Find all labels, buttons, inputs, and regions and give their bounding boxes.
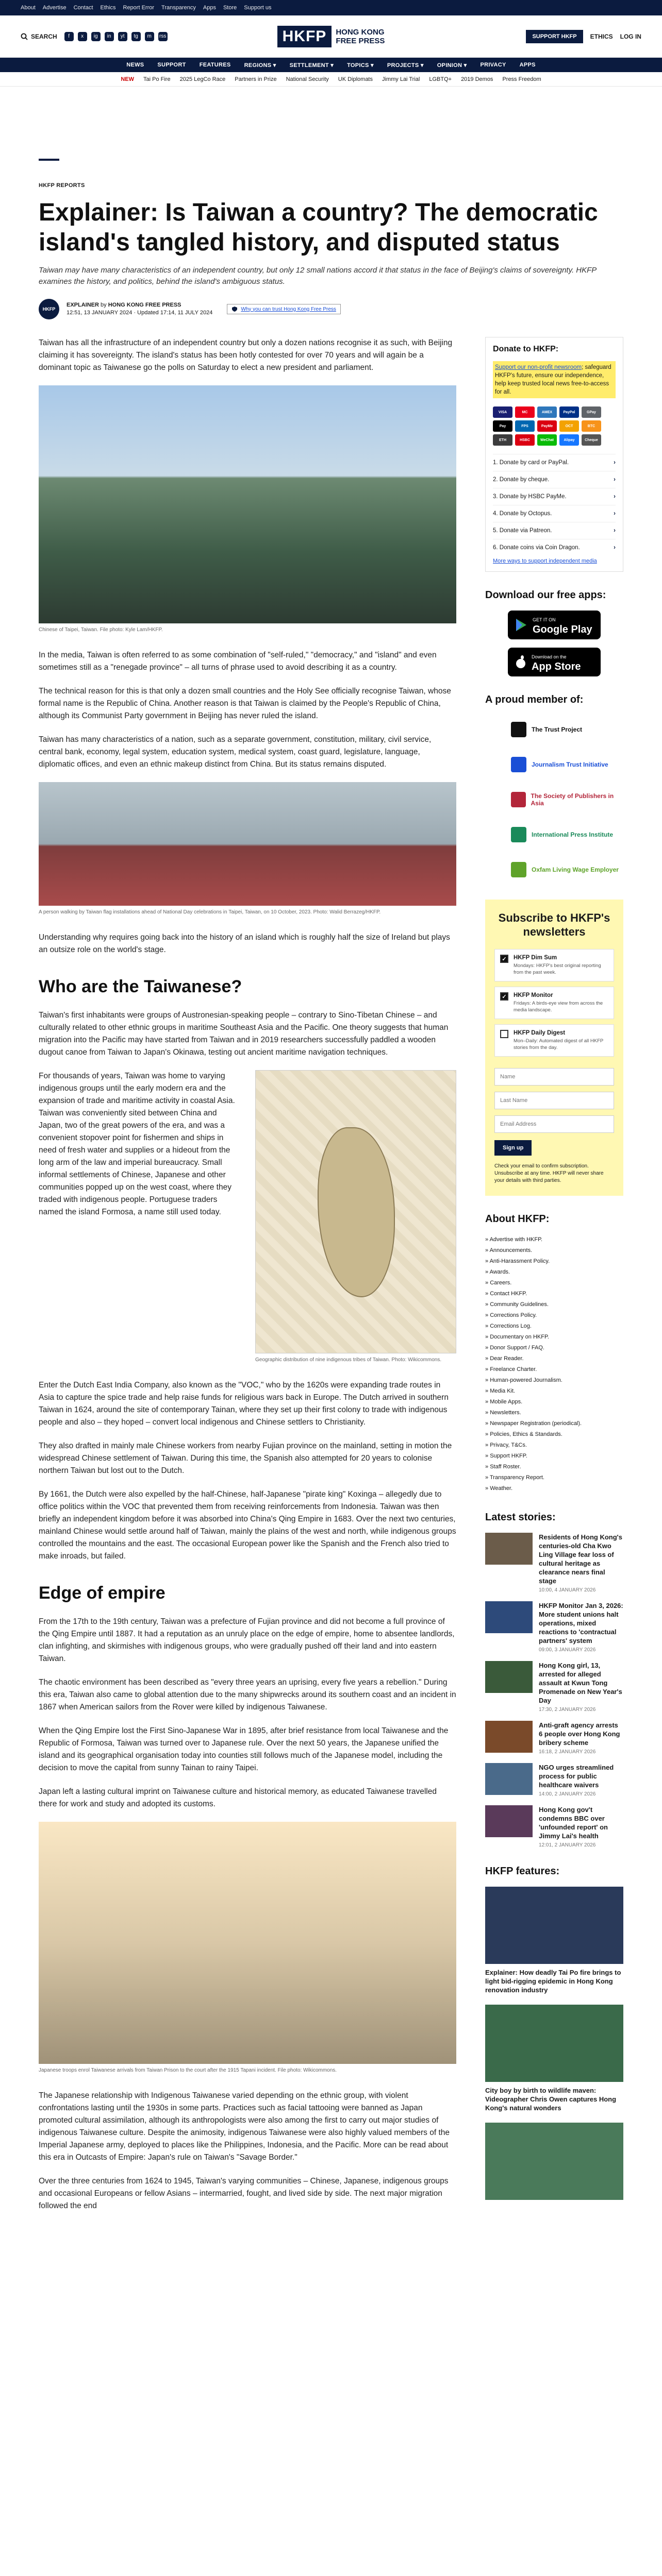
article-header xyxy=(0,159,662,319)
newsletter-desc: Mon–Daily: Automated digest of all HKFP stories from the day. xyxy=(514,1038,604,1050)
section-heading: Who are the Taiwanese? xyxy=(39,977,242,996)
story-text xyxy=(539,1721,623,1755)
newsletter-box xyxy=(485,900,623,1196)
about-link[interactable]: » Documentary on HKFP. xyxy=(485,1332,623,1343)
logo-wordmark xyxy=(336,28,385,45)
member-name: The Trust Project xyxy=(532,726,583,733)
byline xyxy=(39,299,623,319)
more-ways-link[interactable]: More ways to support independent media xyxy=(493,558,597,564)
historical-photo xyxy=(39,1822,456,2064)
story-item[interactable] xyxy=(485,1721,623,1755)
paragraph-with-map xyxy=(39,1070,456,1379)
article-paragraph: The Japanese relationship with Indigenous Taiwanese varied depending on the ethnic group, with violent confrontations lasting until the 1930s in some parts. Practices such as facial tattooing were banned as Japan promoted cultural assimilation, although its anthropologists were also among the first to carry out major studies of indigenous Taiwanese culture. Despite the animosity, indigenous Taiwanese were also highly valued members of the Imperial Japanese army, deployed to places like the Philippines, Indonesia, and the Pacific. More can be read about this era in Outcasts of Empire: Japan's rule on Taiwan's "Savage Border." xyxy=(39,2091,450,2162)
donate-option-label: 6. Donate coins via Coin Dragon. xyxy=(493,545,580,551)
about-link[interactable]: » Staff Roster. xyxy=(485,1462,623,1472)
member-logo[interactable] xyxy=(485,785,623,814)
article-paragraph: Over the three centuries from 1624 to 1945, Taiwan's varying communities – Chinese, Japanese, indigenous groups and occasional Europeans or fellow Asians – intermarried, fought, and lived side by side. The next major migration followed the end xyxy=(39,2177,449,2210)
trust-badge[interactable] xyxy=(227,304,341,314)
article-paragraph: By 1661, the Dutch were also expelled by the half-Chinese, half-Japanese "pirate king" Koxinga – allegedly due to office politics within the VOC that prevented them from receiving reinforcements from Indonesia. Taiwan was then briefly an independent kingdom before it was absorbed into China's Qing Empire in 1683. Over the next two centuries, mainland Chinese would settle around half of Taiwan, mainly the plains of the west and north, while indigenous groups controlled the mountains and the east. The occasional European power like the Spanish and the French also tried to make inroads, but failed. xyxy=(39,1490,456,1561)
donate-option-label: 4. Donate by Octopus. xyxy=(493,511,552,517)
about-link[interactable]: » Contact HKFP. xyxy=(485,1289,623,1299)
article-paragraph: The technical reason for this is that only a dozen small countries and the Holy See officially recognise Taiwan, whose formal name is the Republic of China. Another reason is that Taiwan is claimed by the People's Republic of China, although its Communist Party government in Beijing has never ruled the island. xyxy=(39,687,451,720)
about-link[interactable]: » Advertise with HKFP. xyxy=(485,1234,623,1245)
photo-caption: Japanese troops enrol Taiwanese arrivals from Taiwan Prison to the court after the 1915 Tapani incident. File photo: Wikicommons. xyxy=(39,2067,337,2073)
article-paragraph: They also drafted in mainly male Chinese workers from nearby Fujian province on the mainland, setting in motion the widespread Chinese settlement of Taiwan. During this time, the Spanish also attempted for 20 years to colonise northern Taiwan but lost out to the Dutch. xyxy=(39,1442,452,1475)
about-link[interactable]: » Corrections Log. xyxy=(485,1321,623,1332)
kicker-rule xyxy=(39,159,59,161)
gplay-small: GET IT ON xyxy=(533,617,556,622)
newsletter-title: Subscribe to HKFP's newsletters xyxy=(498,911,610,938)
about-link[interactable]: » Careers. xyxy=(485,1278,623,1289)
feature-title[interactable]: City boy by birth to wildlife maven: Videographer Chris Owen captures Hong Kong's natural wonders xyxy=(485,2087,617,2112)
x-icon[interactable]: x xyxy=(78,32,87,41)
sidebar xyxy=(485,337,623,2224)
article-paragraph: Taiwan's first inhabitants were groups of Austronesian-speaking people – contrary to Sino-Tibetan Chinese – and culturally related to other ethnic groups in maritime Southeast Asia and the Pacific. One theory suggests that human migration into the Pacific may have started from Taiwan and in 2019 researchers successfully paddled a wooden dugout canoe from Taiwan to Japan's Okinawa, testing out ancient maritime navigation techniques. xyxy=(39,1011,449,1057)
map-side-text xyxy=(39,1070,240,1379)
donate-options xyxy=(493,454,616,556)
article-kicker[interactable]: HKFP REPORTS xyxy=(39,182,85,189)
payment-icon: PayPal xyxy=(559,406,579,418)
newsletter-name: HKFP Dim Sum xyxy=(514,955,557,961)
newsletter-name: HKFP Daily Digest xyxy=(514,1030,566,1036)
logo-line-1: HONG KONG xyxy=(336,27,385,37)
page-layout xyxy=(0,337,662,2224)
trending-link[interactable]: 2025 LegCo Race xyxy=(179,76,226,82)
donate-option-label: 2. Donate by cheque. xyxy=(493,477,550,483)
donate-intro-text: ; safeguard HKFP's future, ensure our independence, help keep trusted local news free-to-access for all. xyxy=(495,364,611,395)
donate-box xyxy=(485,337,623,572)
payment-icon: HSBC xyxy=(515,434,535,446)
mastodon-icon[interactable]: m xyxy=(145,32,154,41)
taipei-photo xyxy=(39,385,456,623)
payment-icon: FPS xyxy=(515,420,535,432)
gplay-large: Google Play xyxy=(533,624,592,635)
about-link[interactable]: » Weather. xyxy=(485,1483,623,1494)
article-paragraph: Understanding why requires going back into the history of an island which is roughly half the size of Ireland but plays an outsize role on the world's stage. xyxy=(39,933,450,954)
newsletter-name: HKFP Monitor xyxy=(514,992,553,998)
story-timestamp: 17:30, 2 JANUARY 2026 xyxy=(539,1707,596,1713)
chevron-right-icon: › xyxy=(614,477,616,483)
donate-option-label: 3. Donate by HSBC PayMe. xyxy=(493,494,567,500)
about-list xyxy=(485,1234,623,1494)
latest-stories xyxy=(485,1533,623,1848)
story-timestamp: 12:01, 2 JANUARY 2026 xyxy=(539,1842,596,1848)
nav-apps[interactable]: APPS xyxy=(519,62,536,68)
search-icon xyxy=(21,33,28,40)
story-text xyxy=(539,1805,623,1848)
about-link[interactable]: » Support HKFP. xyxy=(485,1451,623,1462)
story-title: Hong Kong girl, 13, arrested for alleged assault at Kwun Tong Promenade on New Year's Day xyxy=(539,1662,622,1704)
payment-icon: ETH xyxy=(493,434,512,446)
google-play-badge[interactable] xyxy=(508,611,601,639)
taiwan-flag-photo xyxy=(39,782,456,906)
feature-title[interactable]: Explainer: How deadly Tai Po fire brings to light bid-rigging epidemic in Hong Kong renovation industry xyxy=(485,1969,621,1994)
util-link-store[interactable]: Store xyxy=(223,5,237,11)
features-heading: HKFP features: xyxy=(485,1866,560,1877)
article-paragraph: Enter the Dutch East India Company, also known as the "VOC," who by the 1620s were expanding trade routes in Asia to capture the spice trade and help raise funds for religious wars back in Europe. The Dutch arrived in southern Taiwan in 1624, around the site of contemporary Tainan, where they set up their first colony to trade with indigenous people and also – they hoped – convert local indigenous and Chinese settlers to Christianity. xyxy=(39,1381,449,1427)
story-timestamp: 09:00, 3 JANUARY 2026 xyxy=(539,1647,596,1653)
donate-intro-link[interactable]: Support our non-profit newsroom xyxy=(495,364,582,370)
payment-icon: BTC xyxy=(582,420,601,432)
map-figure xyxy=(255,1070,456,1379)
newsletter-desc: Mondays: HKFP's best original reporting from the past week. xyxy=(514,963,601,975)
util-link-apps[interactable]: Apps xyxy=(203,5,216,11)
payment-icon: PayMe xyxy=(537,420,557,432)
trending-link[interactable]: National Security xyxy=(286,76,329,82)
member-list xyxy=(485,715,623,884)
trending-link[interactable]: Jimmy Lai Trial xyxy=(382,76,420,82)
donate-option[interactable] xyxy=(493,471,616,488)
header-right xyxy=(445,30,641,43)
newsletter-options xyxy=(494,949,614,1057)
payment-icon: Pay xyxy=(493,420,512,432)
article-paragraph: Taiwan has many characteristics of a nation, such as a separate government, constitution, military, civil service, central bank, economy, legal system, education system, medical system, coast guard, legislature, language, diplomatic offices, and even an ethnic makeup distinct from China. But its status remains disputed. xyxy=(39,735,432,769)
payment-icon: GPay xyxy=(582,406,601,418)
nav-support[interactable]: SUPPORT xyxy=(157,62,186,68)
nav-opinion[interactable]: OPINION ▾ xyxy=(437,62,467,69)
payment-icons xyxy=(493,406,616,446)
donate-option[interactable] xyxy=(493,454,616,471)
about-heading: About HKFP: xyxy=(485,1213,550,1225)
about-link[interactable]: » Transparency Report. xyxy=(485,1472,623,1483)
newsletter-option-text xyxy=(514,1030,608,1051)
newsletter-option xyxy=(494,987,614,1019)
nav-projects[interactable]: PROJECTS ▾ xyxy=(387,62,424,69)
chevron-right-icon: › xyxy=(614,460,616,466)
util-link-transparency[interactable]: Transparency xyxy=(161,5,196,11)
newsletter-checkbox[interactable]: ✓ xyxy=(500,992,508,1001)
story-timestamp: 14:00, 2 JANUARY 2026 xyxy=(539,1791,596,1797)
last-name-input[interactable] xyxy=(494,1092,614,1109)
youtube-icon[interactable]: yt xyxy=(118,32,127,41)
member-logo-icon xyxy=(511,862,526,877)
newsletter-checkbox[interactable] xyxy=(500,1030,508,1038)
about-link[interactable]: » Privacy, T&Cs. xyxy=(485,1440,623,1451)
author-avatar: HKFP xyxy=(39,299,59,319)
byline-by: by xyxy=(101,302,107,308)
member-name: The Society of Publishers in Asia xyxy=(531,792,614,807)
article-paragraph: Taiwan has all the infrastructure of an independent country but only a dozen nations recognise it as such, with Beijing claiming it has sovereignty. The island's status has been hotly contested for over 70 years and will again be a dominant topic as Taiwanese go the polls on Saturday to elect a new president and parliament. xyxy=(39,338,453,372)
newsletter-option-text xyxy=(514,992,608,1013)
chevron-right-icon: › xyxy=(614,528,616,534)
newsletter-note: Check your email to confirm subscription. Unsubscribe at any time. HKFP will never share your details with third parties. xyxy=(494,1163,604,1183)
story-item[interactable] xyxy=(485,1601,623,1653)
byline-author[interactable]: EXPLAINER xyxy=(67,302,99,308)
story-title: HKFP Monitor Jan 3, 2026: More student unions halt operations, mixed reactions to 'contractual partners' system xyxy=(539,1602,623,1645)
about-link[interactable]: » Media Kit. xyxy=(485,1386,623,1397)
story-timestamp: 10:00, 4 JANUARY 2026 xyxy=(539,1587,596,1593)
chevron-right-icon: › xyxy=(614,545,616,551)
nav-features[interactable]: FEATURES xyxy=(199,62,231,68)
article-standfirst: Taiwan may have many characteristics of an independent country, but only 12 small nations accord it that status in the face of Beijing's claims of sovereignty. HKFP examines the history, and politics, behind the island's ambiguous status. xyxy=(39,266,597,286)
nav-settlement[interactable]: SETTLEMENT ▾ xyxy=(289,62,334,69)
member-logo-icon xyxy=(511,792,526,807)
payment-icon: WeChat xyxy=(537,434,557,446)
story-item[interactable] xyxy=(485,1661,623,1713)
newsletter-checkbox[interactable]: ✓ xyxy=(500,955,508,963)
trending-link[interactable]: 2019 Demos xyxy=(461,76,493,82)
apple-icon xyxy=(515,655,526,669)
about-link[interactable]: » Mobile Apps. xyxy=(485,1397,623,1408)
payment-icon: Cheque xyxy=(582,434,601,446)
nav-topics[interactable]: TOPICS ▾ xyxy=(347,62,374,69)
story-title: Residents of Hong Kong's centuries-old Cha Kwo Ling Village fear loss of cultural heritage as clearance nears final stage xyxy=(539,1533,622,1585)
donate-option[interactable] xyxy=(493,539,616,556)
search-button[interactable] xyxy=(21,33,57,40)
play-icon xyxy=(515,618,527,632)
appstore-small: Download on the xyxy=(532,654,567,659)
appstore-large: App Store xyxy=(532,661,581,672)
article-paragraph: For thousands of years, Taiwan was home to varying indigenous groups until the early modern era and the expansion of trade and maritime activity in coastal Asia. Taiwan was conveniently sited between China and Japan, two of the great powers of the era, and was a convenient stopover point for fishermen and ships in need of fresh water and supplies or a hideout from the long arm of the law and imperial bureaucracy. Small informal settlements of Chinese, Japanese and other communities popped up on the west coast, where they traded with indigenous people. Portuguese traders named the island Formosa, a name still used today. xyxy=(39,1072,235,1216)
about-link[interactable]: » Corrections Policy. xyxy=(485,1310,623,1321)
member-logo-icon xyxy=(511,757,526,772)
article-paragraph: The chaotic environment has been described as "every three years an uprising, every five years a rebellion." During this era, Taiwan also came to global attention due to the many shipwrecks around its southern coast and an incident in 1867 when American sailors from the Rover were killed by indigenous Taiwanese. xyxy=(39,1678,456,1711)
nav-privacy[interactable]: PRIVACY xyxy=(480,62,506,68)
story-timestamp: 16:18, 2 JANUARY 2026 xyxy=(539,1749,596,1755)
feature-image[interactable] xyxy=(485,1887,623,1964)
about-link[interactable]: » Dear Reader. xyxy=(485,1353,623,1364)
main-nav xyxy=(0,58,662,72)
article-paragraph: In the media, Taiwan is often referred to as some combination of "self-ruled," "democracy," and "island" and even sometimes still as a "renegade province" – all turns of phrase used to avoid describing it as a country. xyxy=(39,651,437,672)
member-name: Journalism Trust Initiative xyxy=(532,761,608,768)
story-title: Hong Kong gov't condemns BBC over 'unfounded report' on Jimmy Lai's health xyxy=(539,1806,608,1840)
payment-icon: AMEX xyxy=(537,406,557,418)
feature-list xyxy=(485,1887,623,2200)
util-link-ethics[interactable]: Ethics xyxy=(100,5,116,11)
ethics-link[interactable]: ETHICS xyxy=(590,32,613,40)
util-link-advertise[interactable]: Advertise xyxy=(42,5,67,11)
util-link-about[interactable]: About xyxy=(21,5,36,11)
story-text xyxy=(539,1533,623,1593)
about-link[interactable]: » Newsletters. xyxy=(485,1408,623,1418)
article-title: Explainer: Is Taiwan a country? The democratic island's tangled history, and disputed status xyxy=(39,199,598,256)
support-hkfp-button[interactable]: SUPPORT HKFP xyxy=(526,30,583,43)
site-logo[interactable] xyxy=(277,26,385,47)
member-heading: A proud member of: xyxy=(485,694,584,705)
byline-org[interactable]: HONG KONG FREE PRESS xyxy=(108,302,181,308)
donate-intro xyxy=(493,361,616,398)
chevron-right-icon: › xyxy=(614,494,616,500)
facebook-icon[interactable]: f xyxy=(64,32,74,41)
member-logo[interactable] xyxy=(485,820,623,849)
member-name: International Press Institute xyxy=(532,831,614,838)
signup-button[interactable]: Sign up xyxy=(494,1140,532,1156)
newsletter-desc: Fridays: A birds-eye view from across the media landscape. xyxy=(514,1001,603,1013)
apps-heading: Download our free apps: xyxy=(485,589,606,601)
payment-icon: MC xyxy=(515,406,535,418)
telegram-icon[interactable]: tg xyxy=(131,32,141,41)
about-link[interactable]: » Newspaper Registration (periodical). xyxy=(485,1418,623,1429)
logo-mark: HKFP xyxy=(277,26,332,47)
member-logo-icon xyxy=(511,827,526,842)
story-thumbnail xyxy=(485,1763,533,1795)
photo-caption: A person walking by Taiwan flag installations ahead of National Day celebrations in Taipei, Taiwan, on 10 October, 2023. Photo: Walid Berrazeg/HKFP. xyxy=(39,909,381,915)
about-link[interactable]: » Community Guidelines. xyxy=(485,1299,623,1310)
section-heading: Edge of empire xyxy=(39,1583,166,1603)
rss-icon[interactable]: rss xyxy=(158,32,168,41)
instagram-icon[interactable]: ig xyxy=(91,32,101,41)
member-logo-icon xyxy=(511,722,526,737)
trending-link[interactable]: Press Freedom xyxy=(502,76,541,82)
story-item[interactable] xyxy=(485,1533,623,1593)
payment-icon: OCT xyxy=(559,420,579,432)
member-logo[interactable] xyxy=(485,855,623,884)
donate-option[interactable] xyxy=(493,505,616,522)
story-thumbnail xyxy=(485,1721,533,1753)
about-link[interactable]: » Freelance Charter. xyxy=(485,1364,623,1375)
nav-regions[interactable]: REGIONS ▾ xyxy=(244,62,276,69)
nav-news[interactable]: NEWS xyxy=(126,62,144,68)
chevron-right-icon: › xyxy=(614,511,616,517)
trending-link[interactable]: LGBTQ+ xyxy=(429,76,452,82)
donate-option[interactable] xyxy=(493,488,616,505)
util-link-contact[interactable]: Contact xyxy=(73,5,93,11)
email-input[interactable] xyxy=(494,1115,614,1133)
donate-option[interactable] xyxy=(493,522,616,539)
about-link[interactable]: » Human-powered Journalism. xyxy=(485,1375,623,1386)
member-logo[interactable] xyxy=(485,750,623,779)
name-input[interactable] xyxy=(494,1068,614,1086)
shield-icon xyxy=(231,306,238,312)
new-tag: NEW xyxy=(121,76,135,82)
about-link[interactable]: » Donor Support / FAQ. xyxy=(485,1343,623,1353)
article-paragraph: From the 17th to the 19th century, Taiwan was a prefecture of Fujian province and did not become a full province of the Qing Empire until 1887. It had a reputation as an unruly place on the edge of empire, home to absentee landlords, clan infighting, and skirmishes with indigenous groups, who were gradually pushed off their land and into eastern Taiwan. xyxy=(39,1617,455,1663)
indigenous-tribes-map xyxy=(255,1070,456,1353)
story-text xyxy=(539,1601,623,1653)
photo-caption: Geographic distribution of nine indigenous tribes of Taiwan. Photo: Wikicommons. xyxy=(255,1357,442,1363)
story-text xyxy=(539,1661,623,1713)
header-left xyxy=(21,32,217,41)
about-link[interactable]: » Policies, Ethics & Standards. xyxy=(485,1429,623,1440)
newsletter-option xyxy=(494,949,614,981)
trending-link[interactable]: Partners in Prize xyxy=(235,76,277,82)
article-body xyxy=(39,337,456,2224)
article-paragraph: When the Qing Empire lost the First Sino-Japanese War in 1895, after brief resistance from local Taiwanese and the Republic of Formosa, Taiwan was turned over to Japanese rule. Over the next 50 years, the Japanese unified the island and its geographical organisation today into counties still follows much of the Japanese model, including the decision to move the capital from sunny Tainan to rainy Taipei. xyxy=(39,1726,449,1772)
story-thumbnail xyxy=(485,1533,533,1565)
feature-image[interactable] xyxy=(485,2005,623,2082)
site-header xyxy=(0,15,662,58)
member-logo[interactable] xyxy=(485,715,623,744)
story-thumbnail xyxy=(485,1601,533,1633)
util-link-report-error[interactable]: Report Error xyxy=(123,5,155,11)
search-label: SEARCH xyxy=(31,32,57,40)
trending-link[interactable]: Tai Po Fire xyxy=(143,76,171,82)
about-link[interactable]: » Anti-Harassment Policy. xyxy=(485,1256,623,1267)
byline-dates: 12:51, 13 JANUARY 2024 · Updated 17:14, 11 JULY 2024 xyxy=(67,310,213,316)
member-name: Oxfam Living Wage Employer xyxy=(532,866,619,873)
story-text xyxy=(539,1763,623,1797)
story-thumbnail xyxy=(485,1805,533,1837)
trending-link[interactable]: UK Diplomats xyxy=(338,76,373,82)
donate-option-label: 1. Donate by card or PayPal. xyxy=(493,460,569,466)
payment-icon: Alipay xyxy=(559,434,579,446)
photo-caption: Chinese of Taipei, Taiwan. File photo: Kyle Lam/HKFP. xyxy=(39,627,163,633)
logo-line-2: FREE PRESS xyxy=(336,36,385,45)
story-thumbnail xyxy=(485,1661,533,1693)
story-item[interactable] xyxy=(485,1763,623,1797)
newsletter-option xyxy=(494,1024,614,1057)
trust-link[interactable]: Why you can trust Hong Kong Free Press xyxy=(241,306,336,312)
about-link[interactable]: » Announcements. xyxy=(485,1245,623,1256)
story-title: Anti-graft agency arrests 6 people over Hong Kong bribery scheme xyxy=(539,1721,620,1747)
story-item[interactable] xyxy=(485,1805,623,1848)
payment-icon: VISA xyxy=(493,406,512,418)
newsletter-option-text xyxy=(514,955,608,976)
app-store-badge[interactable] xyxy=(508,648,601,676)
social-links xyxy=(64,32,168,41)
taiwan-island-shape xyxy=(318,1127,395,1297)
util-link-support[interactable]: Support us xyxy=(244,5,272,11)
latest-heading: Latest stories: xyxy=(485,1512,556,1523)
trending-bar xyxy=(0,72,662,87)
utility-bar xyxy=(0,0,662,15)
article-paragraph: Japan left a lasting cultural imprint on Taiwanese culture and historical memory, as educated Taiwanese travelled there for work and study and adopted its customs. xyxy=(39,1787,437,1808)
linkedin-icon[interactable]: in xyxy=(105,32,114,41)
donate-title: Donate to HKFP: xyxy=(493,345,559,353)
feature-image[interactable] xyxy=(485,2123,623,2200)
login-link[interactable]: LOG IN xyxy=(620,32,641,40)
about-link[interactable]: » Awards. xyxy=(485,1267,623,1278)
byline-text xyxy=(67,301,212,317)
story-title: NGO urges streamlined process for public healthcare waivers xyxy=(539,1764,614,1789)
donate-option-label: 5. Donate via Patreon. xyxy=(493,528,552,534)
